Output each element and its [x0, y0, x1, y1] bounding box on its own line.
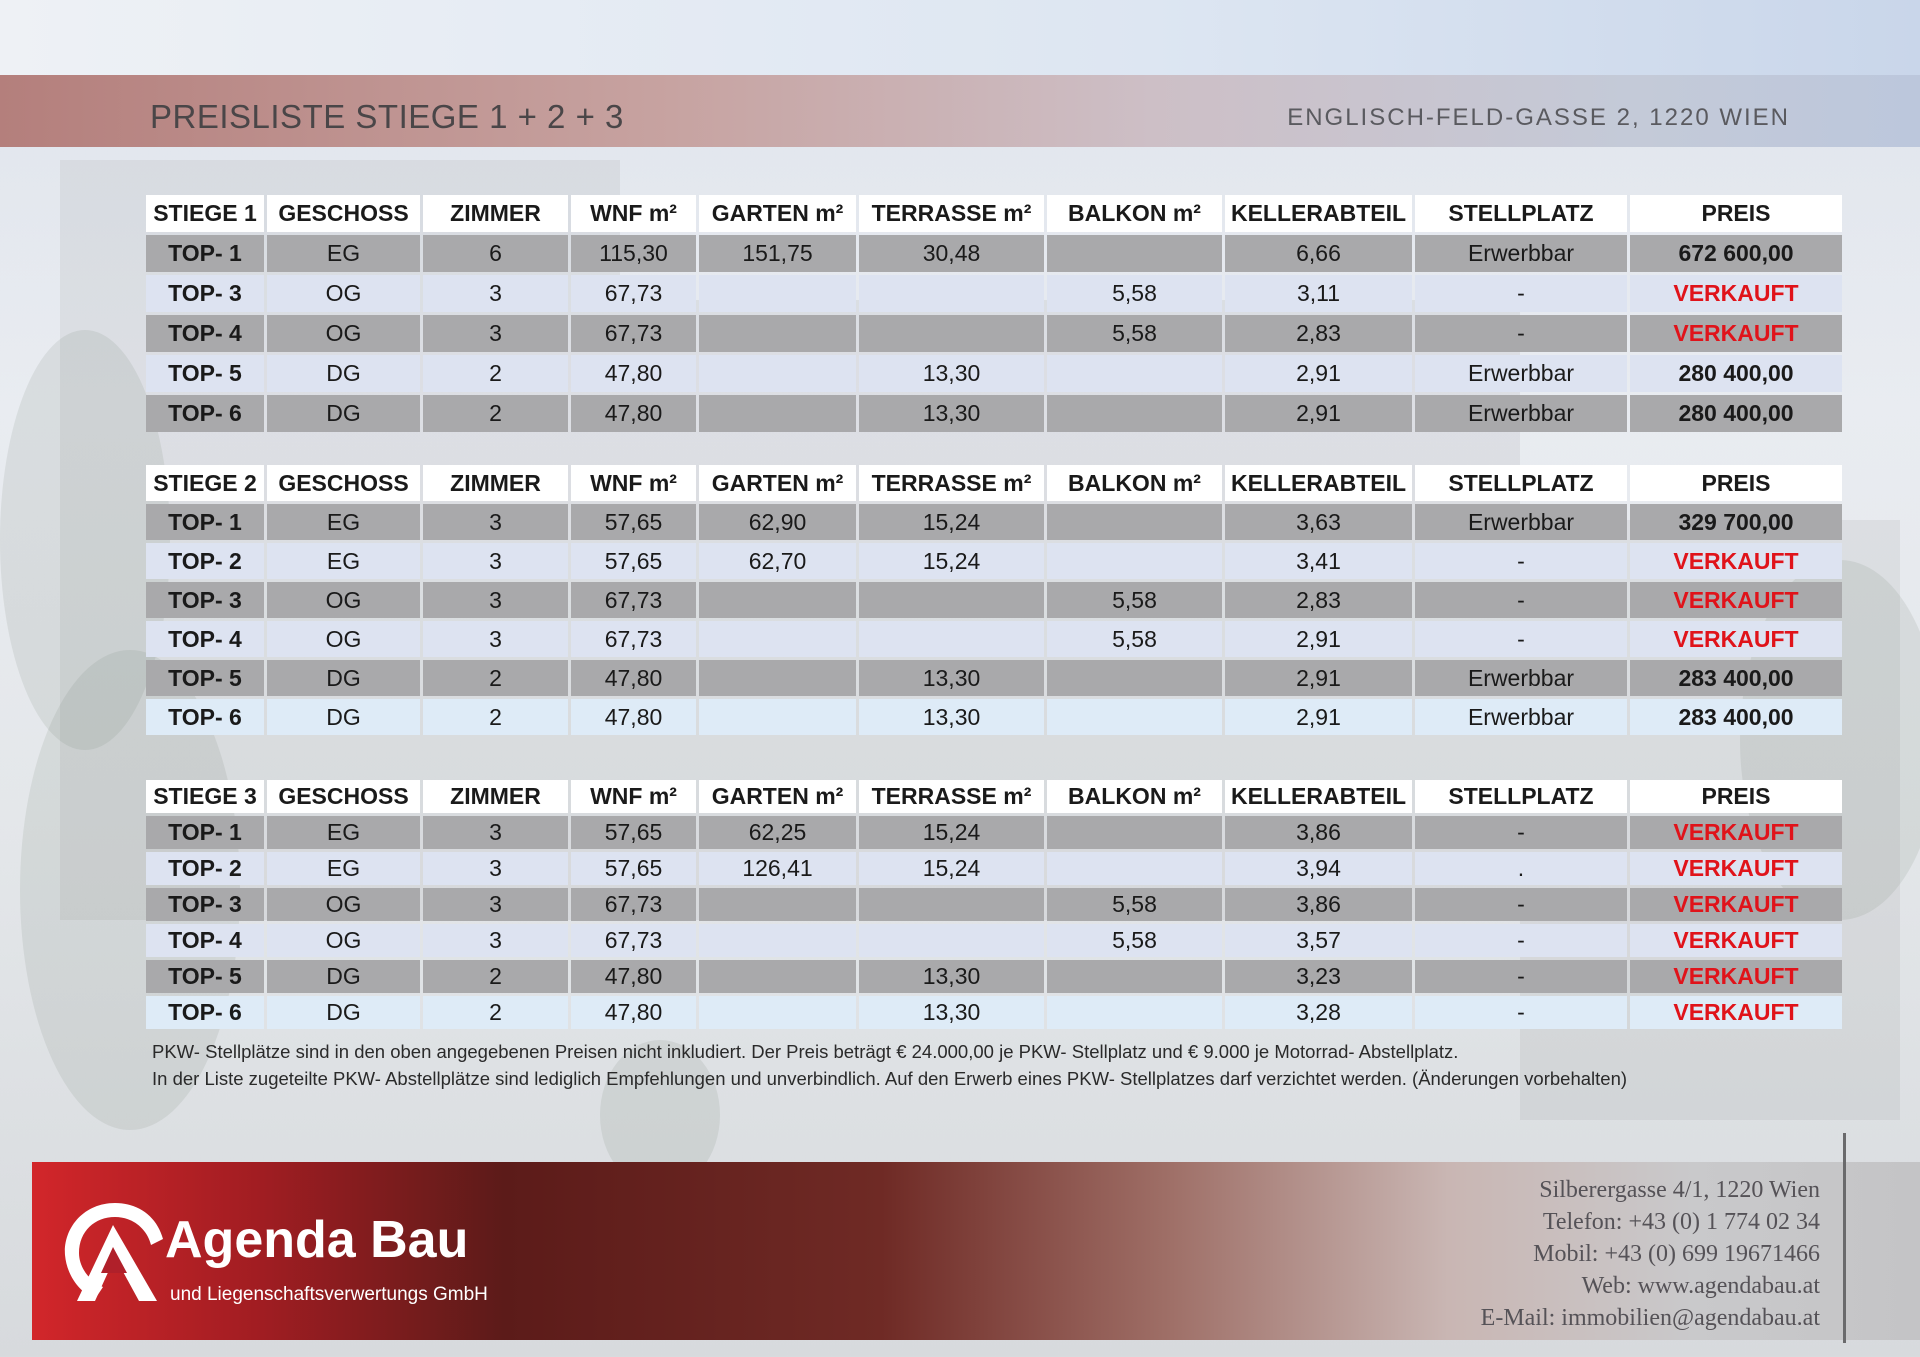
stiege-label: STIEGE 3 [146, 780, 264, 813]
top-cell: TOP- 1 [146, 235, 264, 272]
table-row [146, 699, 1842, 735]
stellplatz-cell: Erwerbbar [1415, 395, 1627, 432]
keller-cell: 3,11 [1225, 275, 1412, 312]
stellplatz-cell: Erwerbbar [1415, 235, 1627, 272]
garten-cell [699, 996, 856, 1029]
zimmer-cell: 3 [423, 543, 568, 579]
geschoss-cell: DG [267, 660, 420, 696]
zimmer-cell: 3 [423, 504, 568, 540]
balkon-cell: 5,58 [1047, 888, 1222, 921]
preis-cell: VERKAUFT [1630, 852, 1842, 885]
company-subtitle: und Liegenschaftsverwertungs GmbH [170, 1284, 488, 1305]
column-header: GARTEN m² [699, 465, 856, 501]
preis-cell: 283 400,00 [1630, 660, 1842, 696]
keller-cell: 3,28 [1225, 996, 1412, 1029]
table-row [146, 996, 1842, 1029]
wnf-cell: 67,73 [571, 275, 696, 312]
stellplatz-cell: Erwerbbar [1415, 504, 1627, 540]
keller-cell: 2,91 [1225, 395, 1412, 432]
preis-cell: VERKAUFT [1630, 275, 1842, 312]
geschoss-cell: EG [267, 543, 420, 579]
balkon-cell [1047, 996, 1222, 1029]
geschoss-cell: OG [267, 315, 420, 352]
page-title: PREISLISTE STIEGE 1 + 2 + 3 [150, 98, 624, 135]
company-name: Agenda Bau [165, 1211, 469, 1269]
column-header: PREIS [1630, 195, 1842, 232]
preis-cell: 280 400,00 [1630, 395, 1842, 432]
column-header: ZIMMER [423, 780, 568, 813]
wnf-cell: 57,65 [571, 852, 696, 885]
terrasse-cell [859, 582, 1044, 618]
top-cell: TOP- 5 [146, 660, 264, 696]
geschoss-cell: EG [267, 852, 420, 885]
stellplatz-cell: Erwerbbar [1415, 660, 1627, 696]
stellplatz-cell: - [1415, 621, 1627, 657]
keller-cell: 2,91 [1225, 621, 1412, 657]
stellplatz-cell: - [1415, 996, 1627, 1029]
geschoss-cell: OG [267, 924, 420, 957]
terrasse-cell: 13,30 [859, 960, 1044, 993]
top-cell: TOP- 5 [146, 355, 264, 392]
top-cell: TOP- 6 [146, 699, 264, 735]
price-table-stiege-1 [143, 192, 1845, 435]
table-row [146, 355, 1842, 392]
column-header: TERRASSE m² [859, 780, 1044, 813]
column-header: TERRASSE m² [859, 195, 1044, 232]
column-header: WNF m² [571, 195, 696, 232]
table-row [146, 960, 1842, 993]
table-row [146, 888, 1842, 921]
balkon-cell: 5,58 [1047, 582, 1222, 618]
geschoss-cell: DG [267, 996, 420, 1029]
terrasse-cell: 13,30 [859, 355, 1044, 392]
garten-cell: 62,25 [699, 816, 856, 849]
terrasse-cell: 15,24 [859, 543, 1044, 579]
garten-cell [699, 660, 856, 696]
contact-email[interactable]: E-Mail: immobilien@agendabau.at [1480, 1305, 1820, 1331]
preis-cell: VERKAUFT [1630, 960, 1842, 993]
terrasse-cell [859, 924, 1044, 957]
footer-divider [1843, 1133, 1846, 1343]
table-row [146, 816, 1842, 849]
wnf-cell: 67,73 [571, 888, 696, 921]
top-cell: TOP- 2 [146, 852, 264, 885]
balkon-cell [1047, 504, 1222, 540]
column-header: GESCHOSS [267, 780, 420, 813]
preis-cell: VERKAUFT [1630, 543, 1842, 579]
zimmer-cell: 2 [423, 960, 568, 993]
preis-cell: VERKAUFT [1630, 621, 1842, 657]
terrasse-cell: 15,24 [859, 816, 1044, 849]
column-header: ZIMMER [423, 465, 568, 501]
stellplatz-cell: . [1415, 852, 1627, 885]
preis-cell: 280 400,00 [1630, 355, 1842, 392]
column-header: STELLPLATZ [1415, 465, 1627, 501]
table-row [146, 275, 1842, 312]
keller-cell: 2,83 [1225, 315, 1412, 352]
table-row [146, 660, 1842, 696]
zimmer-cell: 3 [423, 816, 568, 849]
top-cell: TOP- 3 [146, 275, 264, 312]
garten-cell: 126,41 [699, 852, 856, 885]
parking-note: PKW- Stellplätze sind in den oben angegebenen Preisen nicht inkludiert. Der Preis beträgt € 24.000,00 je PKW- Stellplatz und € 9.000 je Motorrad- Abstellplatz. [152, 1041, 1459, 1062]
contact-address: Silberergasse 4/1, 1220 Wien [1539, 1177, 1820, 1203]
zimmer-cell: 2 [423, 996, 568, 1029]
garten-cell [699, 621, 856, 657]
preis-cell: VERKAUFT [1630, 582, 1842, 618]
stellplatz-cell: - [1415, 960, 1627, 993]
zimmer-cell: 3 [423, 924, 568, 957]
keller-cell: 2,83 [1225, 582, 1412, 618]
top-cell: TOP- 3 [146, 888, 264, 921]
garten-cell: 62,70 [699, 543, 856, 579]
top-cell: TOP- 6 [146, 395, 264, 432]
preis-cell: VERKAUFT [1630, 315, 1842, 352]
wnf-cell: 47,80 [571, 355, 696, 392]
geschoss-cell: EG [267, 504, 420, 540]
column-header: BALKON m² [1047, 465, 1222, 501]
garten-cell [699, 275, 856, 312]
wnf-cell: 115,30 [571, 235, 696, 272]
wnf-cell: 57,65 [571, 543, 696, 579]
terrasse-cell: 13,30 [859, 660, 1044, 696]
garten-cell [699, 888, 856, 921]
column-header: WNF m² [571, 780, 696, 813]
geschoss-cell: DG [267, 355, 420, 392]
top-cell: TOP- 3 [146, 582, 264, 618]
column-header: KELLERABTEIL [1225, 780, 1412, 813]
table-header-row [146, 195, 1842, 232]
garten-cell [699, 582, 856, 618]
zimmer-cell: 3 [423, 275, 568, 312]
column-header: PREIS [1630, 780, 1842, 813]
table-row [146, 315, 1842, 352]
balkon-cell [1047, 816, 1222, 849]
keller-cell: 3,57 [1225, 924, 1412, 957]
stellplatz-cell: - [1415, 924, 1627, 957]
terrasse-cell: 13,30 [859, 699, 1044, 735]
garten-cell [699, 355, 856, 392]
column-header: TERRASSE m² [859, 465, 1044, 501]
garten-cell [699, 699, 856, 735]
column-header: PREIS [1630, 465, 1842, 501]
zimmer-cell: 2 [423, 355, 568, 392]
wnf-cell: 57,65 [571, 504, 696, 540]
keller-cell: 2,91 [1225, 699, 1412, 735]
table-row [146, 504, 1842, 540]
column-header: STELLPLATZ [1415, 780, 1627, 813]
wnf-cell: 57,65 [571, 816, 696, 849]
garten-cell [699, 924, 856, 957]
stellplatz-cell: Erwerbbar [1415, 699, 1627, 735]
column-header: KELLERABTEIL [1225, 465, 1412, 501]
keller-cell: 2,91 [1225, 660, 1412, 696]
top-cell: TOP- 4 [146, 621, 264, 657]
zimmer-cell: 2 [423, 660, 568, 696]
wnf-cell: 67,73 [571, 621, 696, 657]
keller-cell: 6,66 [1225, 235, 1412, 272]
agenda-bau-logo-icon [55, 1195, 175, 1305]
wnf-cell: 47,80 [571, 660, 696, 696]
geschoss-cell: OG [267, 275, 420, 312]
parking-disclaimer: In der Liste zugeteilte PKW- Abstellplätze sind lediglich Empfehlungen und unverbindlich. Auf den Erwerb eines PKW- Stellplatzes darf verzichtet werden. (Änderungen vorbehalten) [152, 1068, 1628, 1089]
balkon-cell: 5,58 [1047, 275, 1222, 312]
garten-cell [699, 395, 856, 432]
table-row [146, 924, 1842, 957]
table-row [146, 543, 1842, 579]
zimmer-cell: 3 [423, 582, 568, 618]
table-row [146, 395, 1842, 432]
column-header: BALKON m² [1047, 195, 1222, 232]
wnf-cell: 47,80 [571, 960, 696, 993]
terrasse-cell: 15,24 [859, 504, 1044, 540]
balkon-cell [1047, 960, 1222, 993]
keller-cell: 3,41 [1225, 543, 1412, 579]
zimmer-cell: 3 [423, 888, 568, 921]
wnf-cell: 47,80 [571, 699, 696, 735]
preis-cell: VERKAUFT [1630, 996, 1842, 1029]
zimmer-cell: 3 [423, 852, 568, 885]
balkon-cell: 5,58 [1047, 924, 1222, 957]
keller-cell: 2,91 [1225, 355, 1412, 392]
garten-cell [699, 960, 856, 993]
price-table-stiege-2 [143, 462, 1845, 738]
stiege-label: STIEGE 1 [146, 195, 264, 232]
column-header: GARTEN m² [699, 780, 856, 813]
terrasse-cell [859, 275, 1044, 312]
preis-cell: VERKAUFT [1630, 816, 1842, 849]
column-header: BALKON m² [1047, 780, 1222, 813]
column-header: KELLERABTEIL [1225, 195, 1412, 232]
column-header: STELLPLATZ [1415, 195, 1627, 232]
stellplatz-cell: Erwerbbar [1415, 355, 1627, 392]
terrasse-cell: 13,30 [859, 996, 1044, 1029]
top-cell: TOP- 1 [146, 816, 264, 849]
terrasse-cell: 15,24 [859, 852, 1044, 885]
terrasse-cell: 13,30 [859, 395, 1044, 432]
keller-cell: 3,86 [1225, 816, 1412, 849]
wnf-cell: 47,80 [571, 395, 696, 432]
keller-cell: 3,94 [1225, 852, 1412, 885]
top-cell: TOP- 2 [146, 543, 264, 579]
stellplatz-cell: - [1415, 888, 1627, 921]
geschoss-cell: DG [267, 395, 420, 432]
contact-web[interactable]: Web: www.agendabau.at [1581, 1273, 1820, 1299]
zimmer-cell: 3 [423, 621, 568, 657]
top-cell: TOP- 4 [146, 315, 264, 352]
top-cell: TOP- 6 [146, 996, 264, 1029]
column-header: GESCHOSS [267, 195, 420, 232]
wnf-cell: 47,80 [571, 996, 696, 1029]
keller-cell: 3,23 [1225, 960, 1412, 993]
zimmer-cell: 6 [423, 235, 568, 272]
table-row [146, 852, 1842, 885]
balkon-cell [1047, 355, 1222, 392]
zimmer-cell: 2 [423, 699, 568, 735]
column-header: ZIMMER [423, 195, 568, 232]
stellplatz-cell: - [1415, 543, 1627, 579]
geschoss-cell: EG [267, 816, 420, 849]
wnf-cell: 67,73 [571, 924, 696, 957]
geschoss-cell: DG [267, 699, 420, 735]
keller-cell: 3,63 [1225, 504, 1412, 540]
balkon-cell [1047, 395, 1222, 432]
garten-cell [699, 315, 856, 352]
balkon-cell [1047, 543, 1222, 579]
balkon-cell [1047, 235, 1222, 272]
terrasse-cell [859, 315, 1044, 352]
stiege-label: STIEGE 2 [146, 465, 264, 501]
price-table-stiege-3 [143, 777, 1845, 1032]
preis-cell: 672 600,00 [1630, 235, 1842, 272]
geschoss-cell: OG [267, 621, 420, 657]
table-row [146, 235, 1842, 272]
balkon-cell [1047, 660, 1222, 696]
project-address: ENGLISCH-FELD-GASSE 2, 1220 WIEN [1287, 104, 1790, 131]
terrasse-cell [859, 621, 1044, 657]
preis-cell: VERKAUFT [1630, 924, 1842, 957]
preis-cell: VERKAUFT [1630, 888, 1842, 921]
geschoss-cell: DG [267, 960, 420, 993]
geschoss-cell: OG [267, 582, 420, 618]
balkon-cell: 5,58 [1047, 315, 1222, 352]
zimmer-cell: 2 [423, 395, 568, 432]
table-row [146, 582, 1842, 618]
garten-cell: 62,90 [699, 504, 856, 540]
preis-cell: 329 700,00 [1630, 504, 1842, 540]
stellplatz-cell: - [1415, 816, 1627, 849]
terrasse-cell: 30,48 [859, 235, 1044, 272]
balkon-cell [1047, 699, 1222, 735]
stellplatz-cell: - [1415, 315, 1627, 352]
contact-mobile[interactable]: Mobil: +43 (0) 699 19671466 [1533, 1241, 1820, 1267]
column-header: GARTEN m² [699, 195, 856, 232]
top-cell: TOP- 4 [146, 924, 264, 957]
top-cell: TOP- 5 [146, 960, 264, 993]
zimmer-cell: 3 [423, 315, 568, 352]
table-row [146, 621, 1842, 657]
preis-cell: 283 400,00 [1630, 699, 1842, 735]
table-header-row [146, 465, 1842, 501]
balkon-cell [1047, 852, 1222, 885]
terrasse-cell [859, 888, 1044, 921]
stellplatz-cell: - [1415, 582, 1627, 618]
geschoss-cell: EG [267, 235, 420, 272]
table-header-row [146, 780, 1842, 813]
geschoss-cell: OG [267, 888, 420, 921]
wnf-cell: 67,73 [571, 315, 696, 352]
top-cell: TOP- 1 [146, 504, 264, 540]
wnf-cell: 67,73 [571, 582, 696, 618]
stellplatz-cell: - [1415, 275, 1627, 312]
column-header: WNF m² [571, 465, 696, 501]
contact-phone[interactable]: Telefon: +43 (0) 1 774 02 34 [1542, 1209, 1820, 1235]
column-header: GESCHOSS [267, 465, 420, 501]
keller-cell: 3,86 [1225, 888, 1412, 921]
garten-cell: 151,75 [699, 235, 856, 272]
balkon-cell: 5,58 [1047, 621, 1222, 657]
